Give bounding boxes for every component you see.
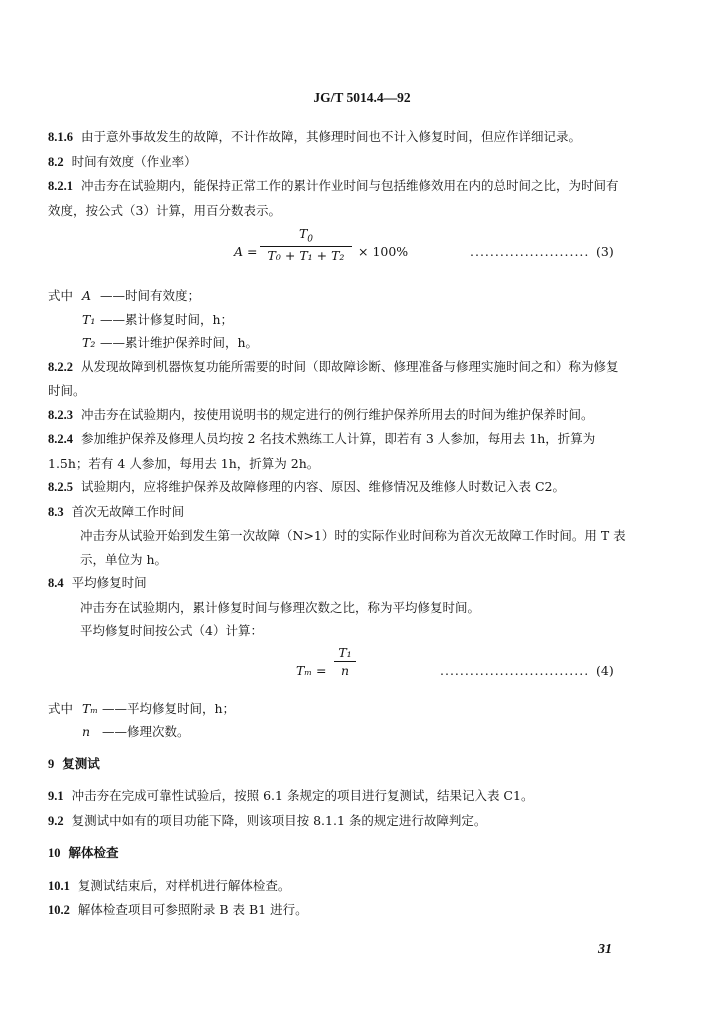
clause-number: 9.2 [48,813,64,828]
section-title: 首次无故障工作时间 [71,503,185,519]
formula-factor: × 100% [358,244,409,259]
clause-number: 9.1 [48,789,64,803]
section-10-heading: 10 解体检查 [48,845,119,860]
clause-number: 8.2.2 [48,359,73,374]
clause-number: 10.1 [48,878,70,893]
definition-text: ——累计修复时间，h； [100,311,234,327]
clause-text: 复测试中如有的项目功能下降，则该项目按 8.1.1 条的规定进行故障判定。 [71,812,487,828]
clause-8-2-1 [48,174,628,222]
symbol: Tₘ [82,700,99,716]
formula-lhs: A = [234,244,258,259]
equation-number: (4) [596,662,614,678]
clause-text: 从发现故障到机器恢复功能所需要的时间（即故障诊断、修理准备与修理实施时间之和）称为修复时间。 [48,358,619,398]
fraction [260,226,352,263]
section-8-2 [48,150,628,175]
clause-8-2-5 [48,475,628,500]
section-title: 时间有效度（作业率） [71,153,197,169]
definition-row: 式中 A ——时间有效度； [48,284,628,308]
section-8-4 [48,571,628,596]
definition-row [48,331,628,355]
clause-text: 解体检查项目可参照附录 B 表 B1 进行。 [77,902,308,917]
clause-number: 10.2 [48,903,70,917]
denominator: n [340,662,350,678]
section-8-3 [48,500,628,525]
definition-text: ——平均修复时间，h； [102,700,236,716]
denominator: T₀ + T₁ + T₂ [267,247,345,263]
clause-text: 试验期内，应将维护保养及故障修理的内容、原因、维修情况及维修人时数记入表 C2。 [81,479,565,494]
formula-4 [48,645,628,695]
paragraph: 冲击夯在试验期内，累计修复时间与修理次数之比，称为平均修复时间。 [80,599,481,615]
page-body [48,125,628,923]
numerator: T₁ [338,644,352,660]
definition-row [48,720,628,744]
paragraph: 冲击夯从试验开始到发生第一次故障（N>1）时的实际作业时间称为首次无故障工作时间。用 T 表示，单位为 h。 [80,528,626,567]
section-9-heading: 9 复测试 [48,755,100,771]
leader-dots: .............................. [440,662,590,678]
clause-8-1-6 [48,125,628,150]
section-number: 8.2 [48,154,64,169]
clause-9-2 [48,809,628,834]
clause-text: 冲击夯在完成可靠性试验后，按照 6.1 条规定的项目进行复测试，结果记入表 C1。 [71,788,534,803]
numerator: $T_0$ [298,226,314,245]
clause-10-1 [48,874,628,899]
equation-number: (3) [596,244,614,259]
running-header: JG/T 5014.4—92 [313,90,411,105]
definition-row [48,308,628,332]
symbol: n [82,724,91,739]
clause-text: 由于意外事故发生的故障，不计作故障，其修理时间也不计入修复时间，但应作详细记录。 [81,129,582,144]
clause-number: 8.2.5 [48,480,73,494]
formula-3 [48,224,628,282]
clause-8-2-2 [48,355,628,403]
clause-text: 冲击夯在试验期内，能保持正常工作的累计作业时间与包括维修效用在内的总时间之比，为时间有效度，按公式（3）计算，用百分数表示。 [48,178,619,218]
fraction [334,645,356,678]
clause-number: 8.2.3 [48,407,73,422]
clause-number: 8.1.6 [48,130,73,144]
clause-number: 8.2.1 [48,179,73,193]
paragraph: 平均修复时间按公式（4）计算： [80,623,263,638]
definition-row: 式中 Tₘ ——平均修复时间，h； [48,697,628,721]
symbol: T₁ [82,311,96,327]
definition-text: ——累计维护保养时间，h。 [100,335,259,350]
clause-10-2 [48,898,628,923]
clause-text: 复测试结束后，对样机进行解体检查。 [77,877,291,893]
symbol: A [82,288,92,303]
leader-dots: ........................ [470,244,590,259]
clause-number: 8.2.4 [48,432,73,446]
clause-text: 参加维护保养及修理人员均按 2 名技术熟练工人计算，即若有 3 人参加，每用去 1h，折算为 1.5h；若有 4 人参加，每用去 1h，折算为 2h。 [48,431,596,471]
clause-8-2-3 [48,403,628,428]
definition-text: ——时间有效度； [100,288,201,303]
section-number: 8.4 [48,576,64,590]
clause-text: 冲击夯在试验期内，按使用说明书的规定进行的例行维护保养所用去的时间为维护保养时间。 [81,406,594,422]
definition-text: ——修理次数。 [102,724,190,739]
clause-9-1 [48,784,628,809]
page-number: 31 [598,942,612,957]
symbol: T₂ [82,335,96,350]
formula-lhs: Tₘ = [296,662,327,678]
section-title: 平均修复时间 [71,575,147,590]
clause-8-2-4 [48,427,628,475]
section-number: 8.3 [48,504,64,519]
